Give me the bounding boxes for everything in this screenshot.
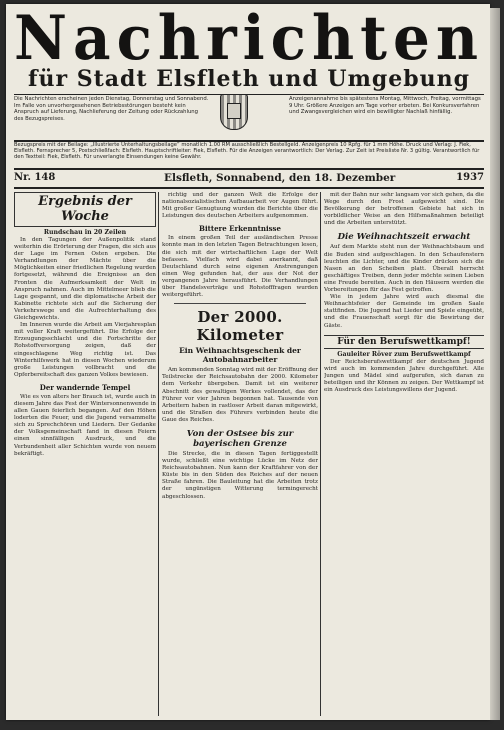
paragraph: In den Tagungen der Außenpolitik stand weiterhin die Erörterung der Fragen, die sich aus der Lage im Fernen Osten ergeben. Die Verhandlungen der Mächte über die Möglichkeiten einer friedlichen Regelung wurden fortgesetzt, während die Ereignisse an den Fronten die Aufmerksamkeit der Welt in Anspruch nahmen. Auch im Mittelmeer blieb die Lage gespannt, und die diplomatische Arbeit der Kabinette richtete sich auf die Sicherung der Verkehrswege und die Aufrechterhaltung des Gleichgewichts. <box>14 237 156 322</box>
article-continued <box>162 192 318 220</box>
deck-autobahn: Ein Weihnachtsgeschenk der Autobahnarbeiter <box>179 346 301 365</box>
issue-line <box>14 172 484 186</box>
masthead-subtitle: für Stadt Elsfleth und Umgebung <box>28 66 470 92</box>
page-edge <box>490 8 500 720</box>
column-3 <box>324 192 484 716</box>
article-insights <box>162 235 318 299</box>
paragraph: Die Strecke, die in diesen Tagen fertiggestellt wurde, schließt eine wichtige Lücke im Netz der Reichsautobahnen. Nun kann der Kraftfahrer von der Küste bis in den Süden des Reiches auf der neuen Straße fahren. Die Bauleitung hat die Arbeiten trotz der ungünstigen Witterung termingerecht abgeschlossen. <box>162 450 318 500</box>
paragraph: Wie in jedem Jahre wird auch diesmal die Weihnachtsfeier der Gemeinde im großen Saale stattfinden. Die Jugend hat Lieder und Spiele eingeübt, und die Frauenschaft sorgt für die Bewirtung der Gäste. <box>324 294 484 329</box>
right-notice: Anzeigenannahme bis spätestens Montag, Mittwoch, Freitag, vormittags 9 Uhr. Größere Anzeigen am Tage vorher erbeten. Bei Konkursverfahren und Zwangsvergleichen wird ein bewilligter Nachlaß hinfällig. <box>289 96 481 116</box>
column-divider-2 <box>320 192 321 716</box>
issue-dateline: Elsfleth, Sonnabend, den 18. Dezember <box>164 172 396 184</box>
header-rule-bottom <box>14 168 484 170</box>
column-2 <box>162 192 318 716</box>
subheading-baltic-bavaria: Von der Ostsee bis zur bayerischen Grenze <box>186 428 294 449</box>
subscription-notice: Bezugspreis mit der Beilage: „Illustrierte Unterhaltungsbeilage“ monatlich 1.00 RM ausschließlich Bestellgeld. Anzeigenpreis 10 Rpfg. für 1 mm Höhe. Druck und Verlag: J. Fiek, Elsfleth. Fernsprecher 5, Postschließfach: Elsfleth. Hauptschriftleiter: Fiek, Elsfleth. Für die Anzeigen verantwortlich: Der Verlag. Zur Zeit ist Preisliste Nr. 3 gültig. Verantwortlich für den Textteil: Fiek, Elsfleth. Für unverlangte Einsendungen keine Gewähr. <box>14 142 480 161</box>
article-separator <box>174 303 306 304</box>
subheading-insights: Bittere Erkenntnisse <box>199 224 281 234</box>
paragraph: Im Inneren wurde die Arbeit am Vierjahresplan mit voller Kraft weitergeführt. Die Erfolge der Erzeugungsschlacht und die Fortschritte der Rohstoffversorgung zeigen, daß der eingeschlagene Weg richtig ist. Das Winterhilfswerk hat in diesen Wochen wiederum große Leistungen vollbracht und die Opferbereitschaft des ganzen Volkes bewiesen. <box>14 322 156 378</box>
kicker-vocational-contest: Gauleiter Röver zum Berufswettkampf <box>337 350 471 358</box>
paragraph: Wie es von alters her Brauch ist, wurde auch in diesem Jahre das Fest der Wintersonnenwende in allen Gauen feierlich begangen. Auf den Höhen loderten die Feuer, und die Jugend versammelte sich zu Sprechchören und Liedern. Der Gedanke der Volksgemeinschaft fand in diesen Feiern einen sinnfälligen Ausdruck, und die Verbundenheit aller Schichten wurde von neuem bekräftigt. <box>14 393 156 457</box>
issue-number: Nr. 148 <box>14 172 56 183</box>
coat-of-arms-icon <box>220 94 248 130</box>
article-temple <box>14 394 156 458</box>
paragraph: Auf dem Markte steht nun der Weihnachtsbaum und die Buden sind aufgeschlagen. In den Schaufenstern leuchten die Lichter, und die Kinder drücken sich die Nasen an den Scheiben platt. Überall herrscht geschäftiges Treiben, denn jeder möchte seinen Lieben eine Freude bereiten. Auch in den Häusern werden die Vorbereitungen für das Fest getroffen. <box>324 244 484 294</box>
headline-weekly-review: Ergebnis der Woche <box>14 192 156 227</box>
left-notice: Die Nachrichten erscheinen jeden Dienstag, Donnerstag und Sonnabend. Im Falle von unvorhergesehenen Betriebsstörungen besteht kein Anspruch auf Lieferung, Nachlieferung der Zeitung oder Rückzahlung des Bezugspreises. <box>14 96 209 122</box>
headline-vocational-contest: Für den Berufswettkampf! <box>324 335 484 349</box>
article-weekly-review <box>14 237 156 379</box>
paragraph: mit der Bahn nur sehr langsam vor sich gehen, da die Wege durch den Frost aufgeweicht sind. Die Bevölkerung der betroffenen Gebiete hat sich in vorbildlicher Weise an den Hilfsmaßnahmen beteiligt und die Arbeiten unterstützt. <box>324 192 484 227</box>
issue-rule <box>14 187 484 189</box>
subheading-temple: Der wandernde Tempel <box>39 382 131 392</box>
kicker-weekly-review: Rundschau in 20 Zeilen <box>43 229 127 236</box>
article-christmas <box>324 244 484 329</box>
subheading-christmas: Die Weihnachtszeit erwacht <box>337 232 471 243</box>
column-1 <box>14 192 156 716</box>
crest-shield-icon <box>227 103 241 119</box>
paragraph: Am kommenden Sonntag wird mit der Eröffnung der Teilstrecke der Reichsautobahn der 2000. Kilometer dem Verkehr übergeben. Damit ist ein weiterer Abschnitt des gewaltigen Werkes vollendet, das der Führer vor vier Jahren begonnen hat. Tausende von Arbeitern haben in rastloser Arbeit daran mitgewirkt, und die Straßen des Führers verbinden heute die Gaue des Reiches. <box>162 367 318 423</box>
article-continued-3 <box>324 192 484 227</box>
article-baltic-bavaria <box>162 451 318 501</box>
headline-autobahn: Der 2000. Kilometer <box>196 308 284 345</box>
paragraph: Der Reichsberufswettkampf der deutschen Jugend wird auch im kommenden Jahre durchgeführt. Alle Jungen und Mädel sind aufgerufen, sich daran zu beteiligen und ihr Können zu zeigen. Der Wettkampf ist ein Ausdruck des Leistungswillens der Jugend. <box>324 358 484 393</box>
article-autobahn <box>162 367 318 424</box>
article-vocational-contest <box>324 359 484 394</box>
paragraph: In einem großen Teil der ausländischen Presse konnte man in den letzten Tagen Betrachtungen lesen, die sich mit der wirtschaftlichen Lage der Welt befassen. Vielfach wird dabei anerkannt, daß Deutschland durch seine eigenen Anstrengungen einen Weg gefunden hat, der aus der Not der vergangenen Jahre herausführt. Die Verhandlungen über Handelsverträge und Rohstofffragen wurden weitergeführt. <box>162 235 318 299</box>
masthead-title: Nachrichten <box>14 4 485 74</box>
masthead-rule <box>14 94 484 95</box>
issue-year: 1937 <box>456 172 484 183</box>
header-notices <box>14 96 484 138</box>
column-divider-1 <box>158 192 159 716</box>
paragraph: richtig und der ganzen Welt die Erfolge der nationalsozialistischen Aufbauarbeit vor Augen führt. Mit großer Genugtuung wurden die Berichte über die Leistungen des deutschen Arbeiters aufgenommen. <box>162 192 318 220</box>
newspaper-page <box>6 4 490 720</box>
